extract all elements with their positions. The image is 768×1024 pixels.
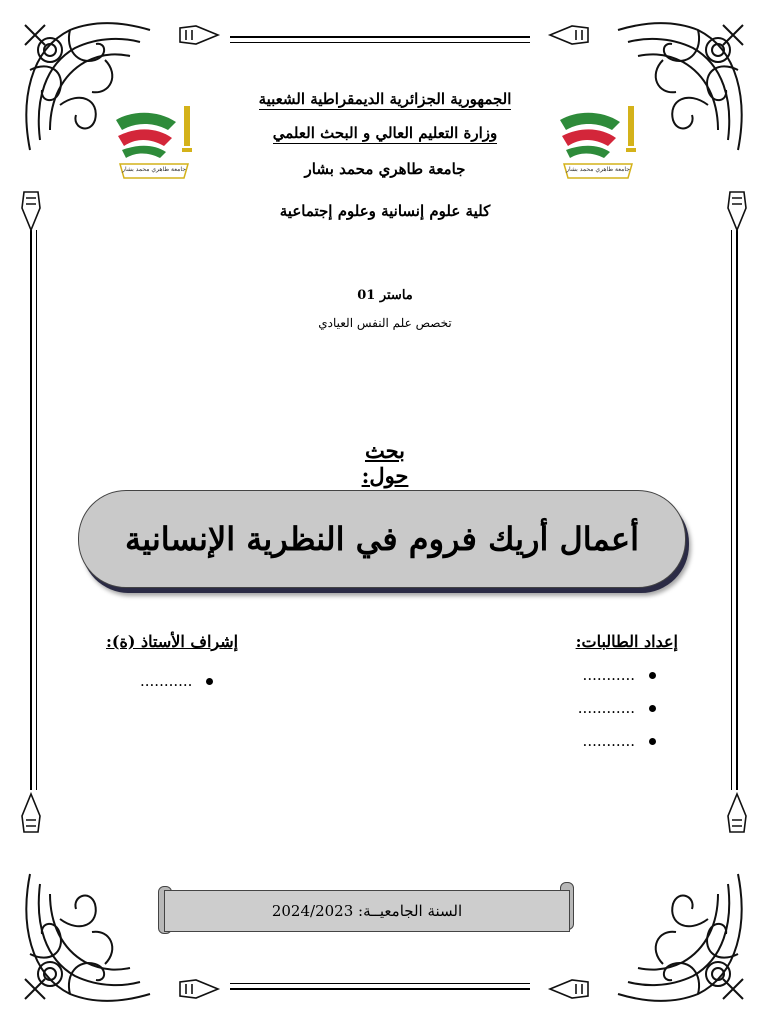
bullet-icon [206,678,213,685]
student-item-3 [583,732,656,750]
academic-year-text: السنة الجامعيــة: 2024/2023 [271,902,463,920]
side-ornament-top-right [546,20,592,50]
side-ornament-right-top [722,188,752,234]
side-ornament-bottom-left [176,974,222,1004]
student-name-2: ............ [577,699,635,717]
frame-left-line-inner [36,230,37,790]
side-ornament-top-left [176,20,222,50]
side-ornament-left-bottom [16,790,46,836]
students-label: إعداد الطالبات: [575,632,678,651]
title-box [78,490,686,588]
student-item-2 [578,699,656,717]
faculty-name: كلية علوم إنسانية وعلوم إجتماعية [279,202,491,220]
logo-emblem-right [552,100,642,190]
program-level: ماستر 01 [357,288,413,303]
frame-top-line [230,36,530,38]
supervisor-name-1: ........... [140,672,193,690]
subject-label: بحث حول: [361,438,409,488]
university-logo-left [108,100,198,190]
corner-ornament-bottom-right [608,864,758,1014]
corner-ornament-bottom-left [10,864,160,1014]
side-ornament-left-top [16,188,46,234]
frame-right-line-inner [731,230,732,790]
academic-year-banner [158,884,574,934]
student-item-1 [583,666,656,684]
ministry-line [230,124,540,144]
frame-left-line [30,230,32,790]
program-specialty: تخصص علم النفس العيادي [318,316,452,330]
frame-top-line-inner [230,42,530,43]
frame-bottom-line [230,988,530,990]
bullet-icon [649,705,656,712]
bullet-icon [649,672,656,679]
supervisor-item-1 [140,672,213,690]
student-name-3: ........... [582,732,635,750]
side-ornament-bottom-right [546,974,592,1004]
ministry-text: وزارة التعليم العالي و البحث العلمي [272,124,498,142]
logo-emblem-left [108,100,198,190]
research-title: أعمال أريك فروم في النظرية الإنسانية [125,520,639,558]
university-name: جامعة طاهري محمد بشار [304,160,466,178]
logo-caption-right: جامعة طاهري محمد بشار [566,166,630,173]
logo-caption-left: جامعة طاهري محمد بشار [122,166,186,173]
side-ornament-right-bottom [722,790,752,836]
university-logo-right [552,100,642,190]
frame-right-line [736,230,738,790]
republic-text: الجمهورية الجزائرية الديمقراطية الشعبية [258,90,512,108]
republic-line [230,90,540,110]
supervisor-label: إشراف الأستاذ (ة): [106,632,239,651]
academic-year-body [164,890,570,932]
frame-bottom-line-inner [230,983,530,984]
bullet-icon [649,738,656,745]
student-name-1: ........... [582,666,635,684]
